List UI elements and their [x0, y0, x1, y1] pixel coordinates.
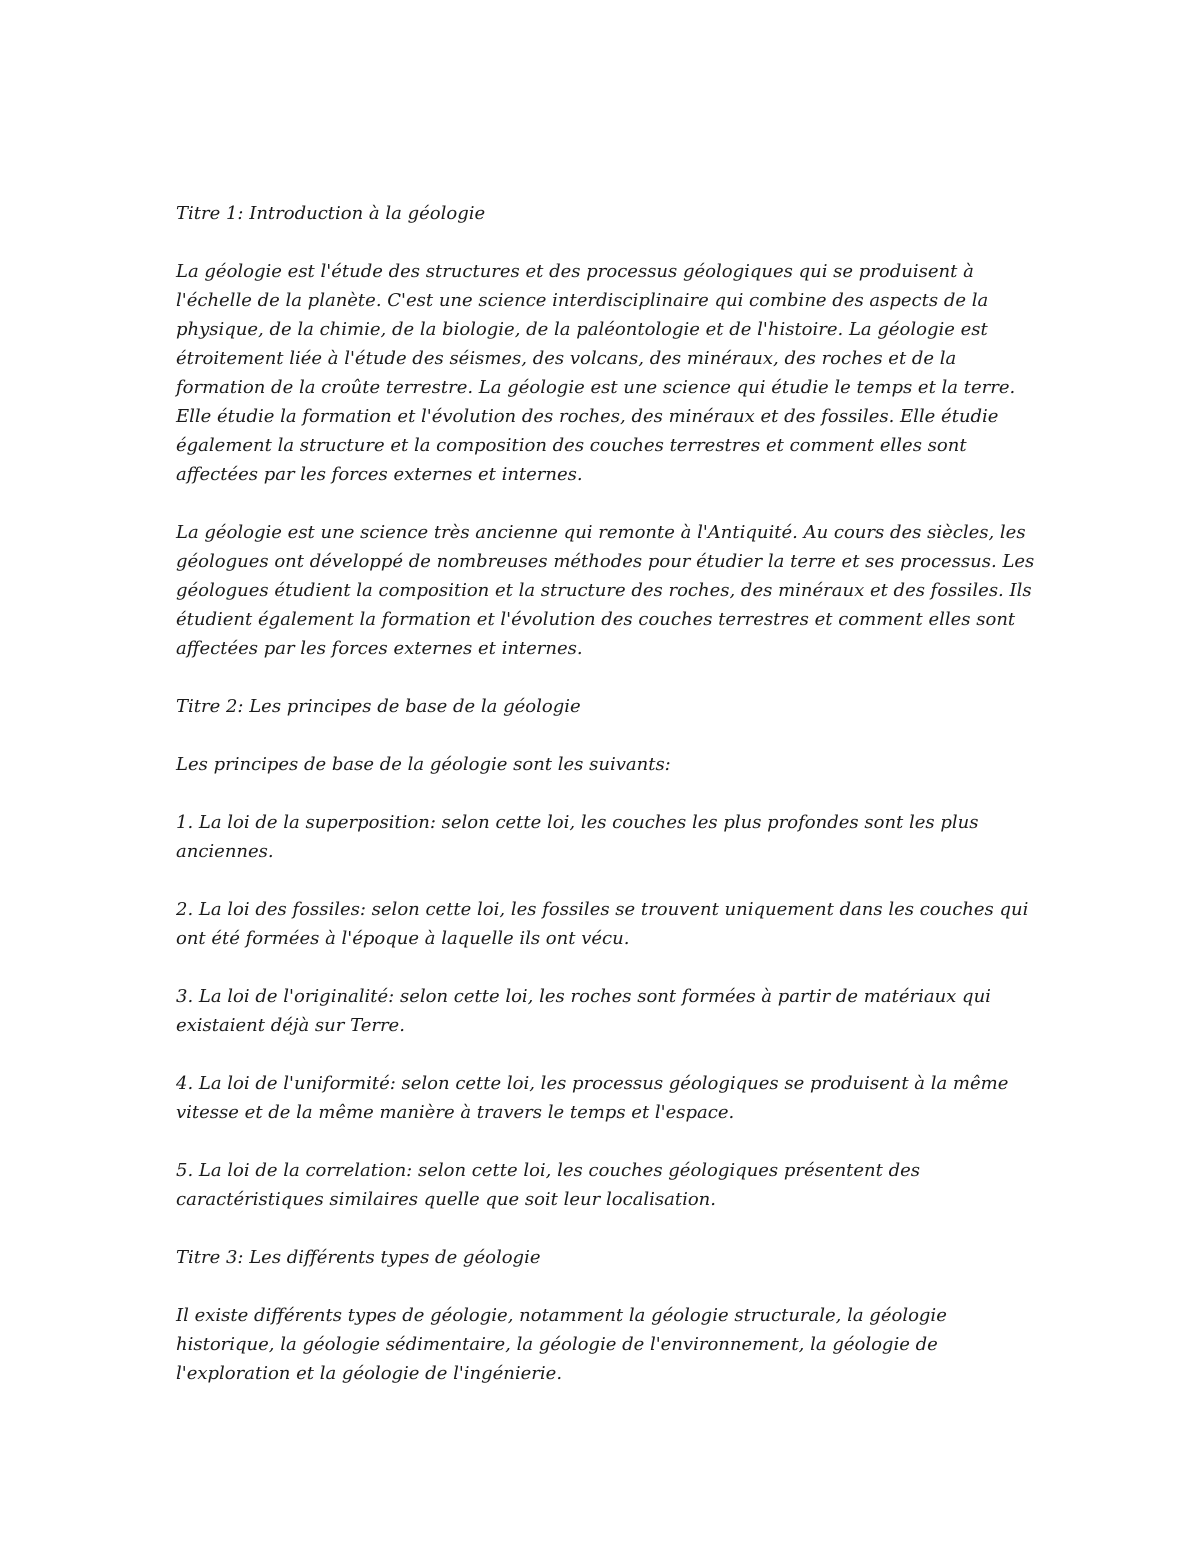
section-2-heading: Titre 2: Les principes de base de la géologie: [176, 696, 581, 717]
principle-uniformity: 4. La loi de l'uniformité: selon cette loi, les processus géologiques se produisent à la même vitesse et de la même manière à travers le temps et l'espace.: [176, 1073, 1009, 1123]
section-1-paragraph-1: La géologie est l'étude des structures et des processus géologiques qui se produisent à l'échelle de la planète. C'est une science interdisciplinaire qui combine des aspects de la physique, de la chimie, de la biologie, de la paléontologie et de l'histoire. La géologie est étroitement liée à l'étude des séismes, des volcans, des minéraux, des roches et de la formation de la croûte terrestre. La géologie est une science qui étudie le temps et la terre. Elle étudie la formation et l'évolution des roches, des minéraux et des fossiles. Elle étudie également la structure et la composition des couches terrestres et comment elles sont affectées par les forces externes et internes.: [176, 261, 1016, 485]
principle-originality: 3. La loi de l'originalité: selon cette loi, les roches sont formées à partir de matériaux qui existaient déjà sur Terre.: [176, 986, 991, 1036]
section-3-paragraph: Il existe différents types de géologie, notamment la géologie structurale, la géologie historique, la géologie sédimentaire, la géologie de l'environnement, la géologie de l'exploration et la géologie de l'ingénierie.: [176, 1305, 947, 1384]
section-2-intro: Les principes de base de la géologie sont les suivants:: [176, 754, 671, 775]
principle-fossils: 2. La loi des fossiles: selon cette loi, les fossiles se trouvent uniquement dans les couches qui ont été formées à l'époque à laquelle ils ont vécu.: [176, 899, 1029, 949]
section-1-heading: Titre 1: Introduction à la géologie: [176, 203, 486, 224]
document-page: [176, 199, 1036, 1417]
section-1-paragraph-2: La géologie est une science très ancienne qui remonte à l'Antiquité. Au cours des siècles, les géologues ont développé de nombreuses méthodes pour étudier la terre et ses processus. Les géologues étudient la composition et la structure des roches, des minéraux et des fossiles. Ils étudient également la formation et l'évolution des couches terrestres et comment elles sont affectées par les forces externes et internes.: [176, 522, 1035, 659]
section-3-heading: Titre 3: Les différents types de géologie: [176, 1247, 541, 1268]
principle-superposition: 1. La loi de la superposition: selon cette loi, les couches les plus profondes sont les plus anciennes.: [176, 812, 979, 862]
principle-correlation: 5. La loi de la correlation: selon cette loi, les couches géologiques présentent des caractéristiques similaires quelle que soit leur localisation.: [176, 1160, 921, 1210]
